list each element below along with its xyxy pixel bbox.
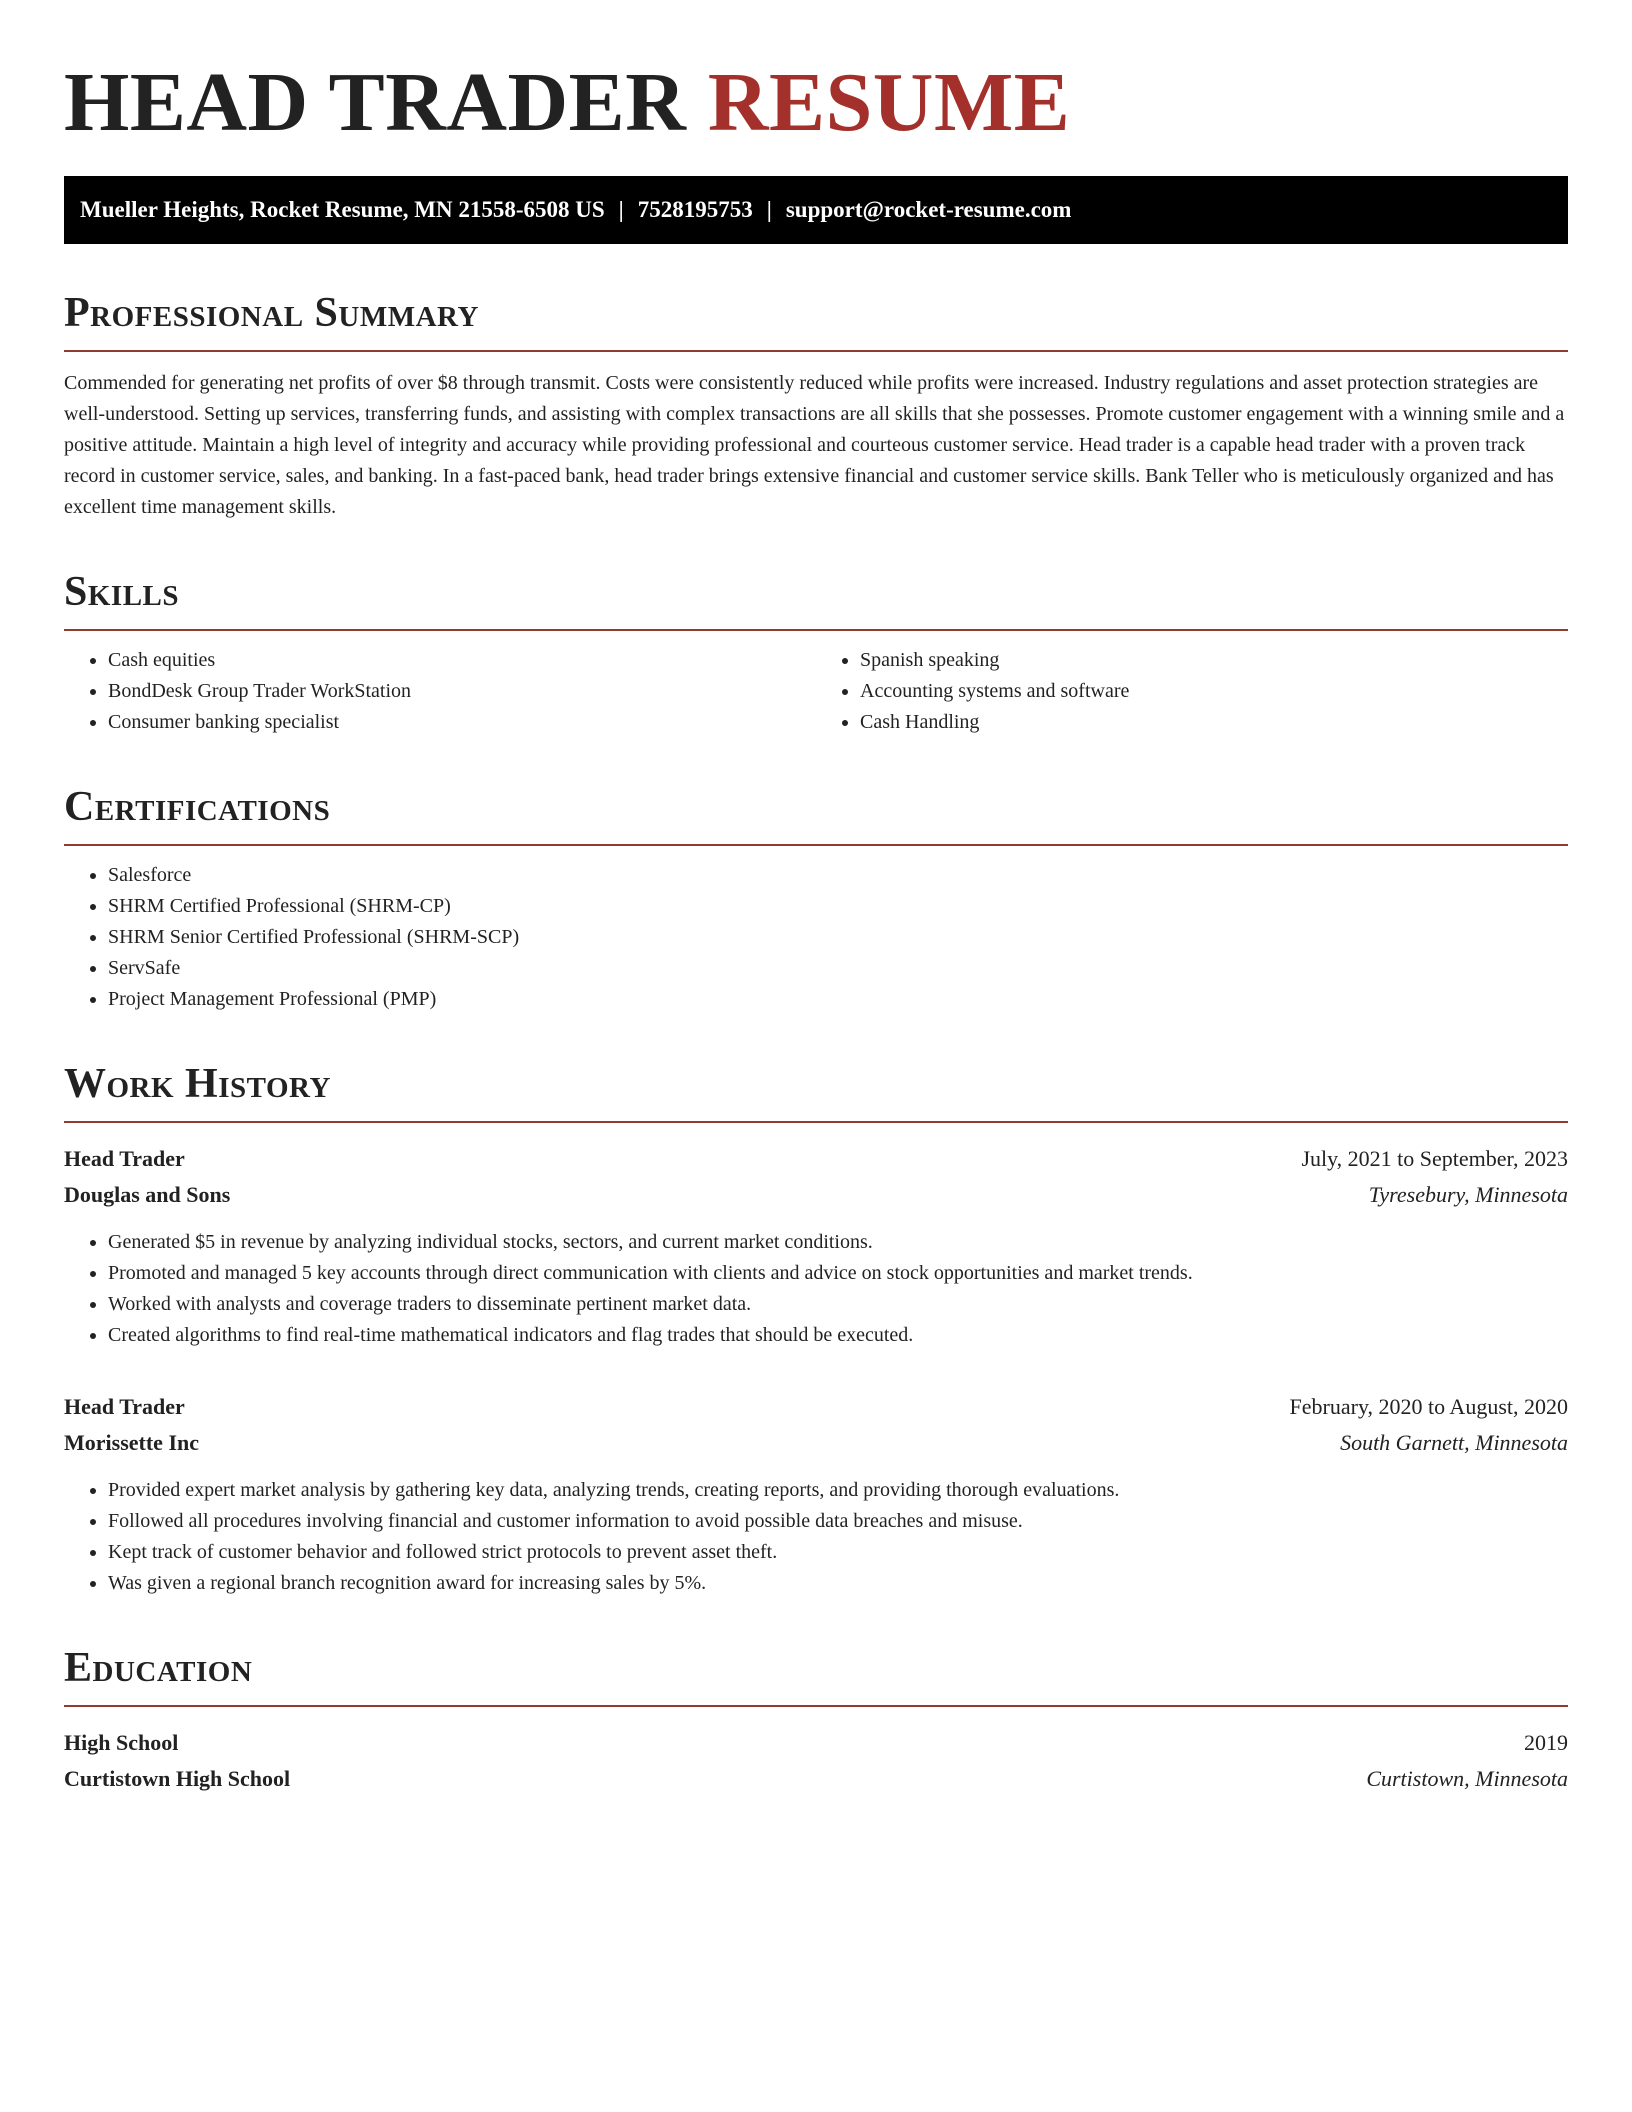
title-main: HEAD TRADER [64, 56, 687, 149]
title-accent: RESUME [707, 56, 1071, 149]
skills-list-left [64, 645, 816, 738]
job-title-row [64, 1389, 1568, 1425]
skill-item: • BondDesk Group Trader WorkStation [108, 676, 816, 707]
job-company: Douglas and Sons [64, 1182, 231, 1207]
job-bullet: • Created algorithms to find real-time mathematical indicators and flag trades that should be executed. [108, 1320, 1568, 1351]
job-bullet: • Provided expert market analysis by gathering key data, analyzing trends, creating reports, and providing thorough evaluations. [108, 1475, 1568, 1506]
job-bullet: • Kept track of customer behavior and followed strict protocols to prevent asset theft. [108, 1537, 1568, 1568]
contact-separator: | [618, 197, 624, 222]
job-company-row [64, 1425, 1568, 1461]
certifications-list [64, 860, 1568, 1015]
skill-item: • Cash Handling [860, 707, 1568, 738]
contact-email[interactable]: support@rocket-resume.com [785, 197, 1072, 222]
job-company-row [64, 1177, 1568, 1213]
summary-heading: Professional Summary [64, 288, 1568, 352]
job-dates: February, 2020 to August, 2020 [1289, 1394, 1568, 1419]
job-title: Head Trader [64, 1394, 185, 1419]
education-heading: Education [64, 1643, 1568, 1707]
certification-item: • ServSafe [108, 953, 1568, 984]
job-bullets [64, 1227, 1568, 1351]
certification-item: • Project Management Professional (PMP) [108, 984, 1568, 1015]
education-degree: High School [64, 1730, 179, 1755]
job-bullet: • Was given a regional branch recognition award for increasing sales by 5%. [108, 1568, 1568, 1599]
education-entry [64, 1725, 1568, 1797]
certification-item: • SHRM Certified Professional (SHRM-CP) [108, 891, 1568, 922]
summary-text: Commended for generating net profits of over $8 through transmit. Costs were consistently reduced while profits were increased. Industry regulations and asset protection strategies are well-understood. Setting up services, transferring funds, and assisting with complex transactions are all skills that she possesses. Promote customer engagement with a winning smile and a positive attitude. Maintain a high level of integrity and accuracy while providing professional and courteous customer service. Head trader is a capable head trader with a proven track record in customer service, sales, and banking. In a fast-paced bank, head trader brings extensive financial and customer service skills. Bank Teller who is meticulously organized and has excellent time management skills. [64, 372, 1565, 518]
contact-address: Mueller Heights, Rocket Resume, MN 21558-6508 US [80, 197, 605, 222]
contact-separator: | [766, 197, 772, 222]
education-degree-row [64, 1725, 1568, 1761]
job-bullets [64, 1475, 1568, 1599]
job-bullet: • Followed all procedures involving financial and customer information to avoid possible data breaches and misuse. [108, 1506, 1568, 1537]
contact-bar [64, 176, 1568, 244]
certification-item: • SHRM Senior Certified Professional (SHRM-SCP) [108, 922, 1568, 953]
education-location: Curtistown, Minnesota [1366, 1766, 1568, 1791]
job-company: Morissette Inc [64, 1430, 200, 1455]
skill-item: • Cash equities [108, 645, 816, 676]
skills-list-right [816, 645, 1568, 738]
certification-item: • Salesforce [108, 860, 1568, 891]
skills-heading: Skills [64, 567, 1568, 631]
job-location: Tyresebury, Minnesota [1368, 1182, 1568, 1207]
skills-grid [64, 631, 1568, 738]
work-history-heading: Work History [64, 1059, 1568, 1123]
job-location: South Garnett, Minnesota [1340, 1430, 1568, 1455]
job-title: Head Trader [64, 1146, 185, 1171]
job-bullet: • Worked with analysts and coverage traders to disseminate pertinent market data. [108, 1289, 1568, 1320]
skill-item: • Consumer banking specialist [108, 707, 816, 738]
job-title-row [64, 1141, 1568, 1177]
job-entry [64, 1389, 1568, 1599]
education-year: 2019 [1524, 1730, 1568, 1755]
skill-item: • Spanish speaking [860, 645, 1568, 676]
job-entry [64, 1141, 1568, 1351]
certifications-heading: Certifications [64, 782, 1568, 846]
skill-item: • Accounting systems and software [860, 676, 1568, 707]
contact-phone: 7528195753 [637, 197, 753, 222]
resume-title [64, 54, 1568, 152]
education-school: Curtistown High School [64, 1766, 291, 1791]
education-school-row [64, 1761, 1568, 1797]
job-bullet: • Promoted and managed 5 key accounts through direct communication with clients and advice on stock opportunities and market trends. [108, 1258, 1568, 1289]
job-dates: July, 2021 to September, 2023 [1301, 1146, 1568, 1171]
job-bullet: • Generated $5 in revenue by analyzing individual stocks, sectors, and current market conditions. [108, 1227, 1568, 1258]
